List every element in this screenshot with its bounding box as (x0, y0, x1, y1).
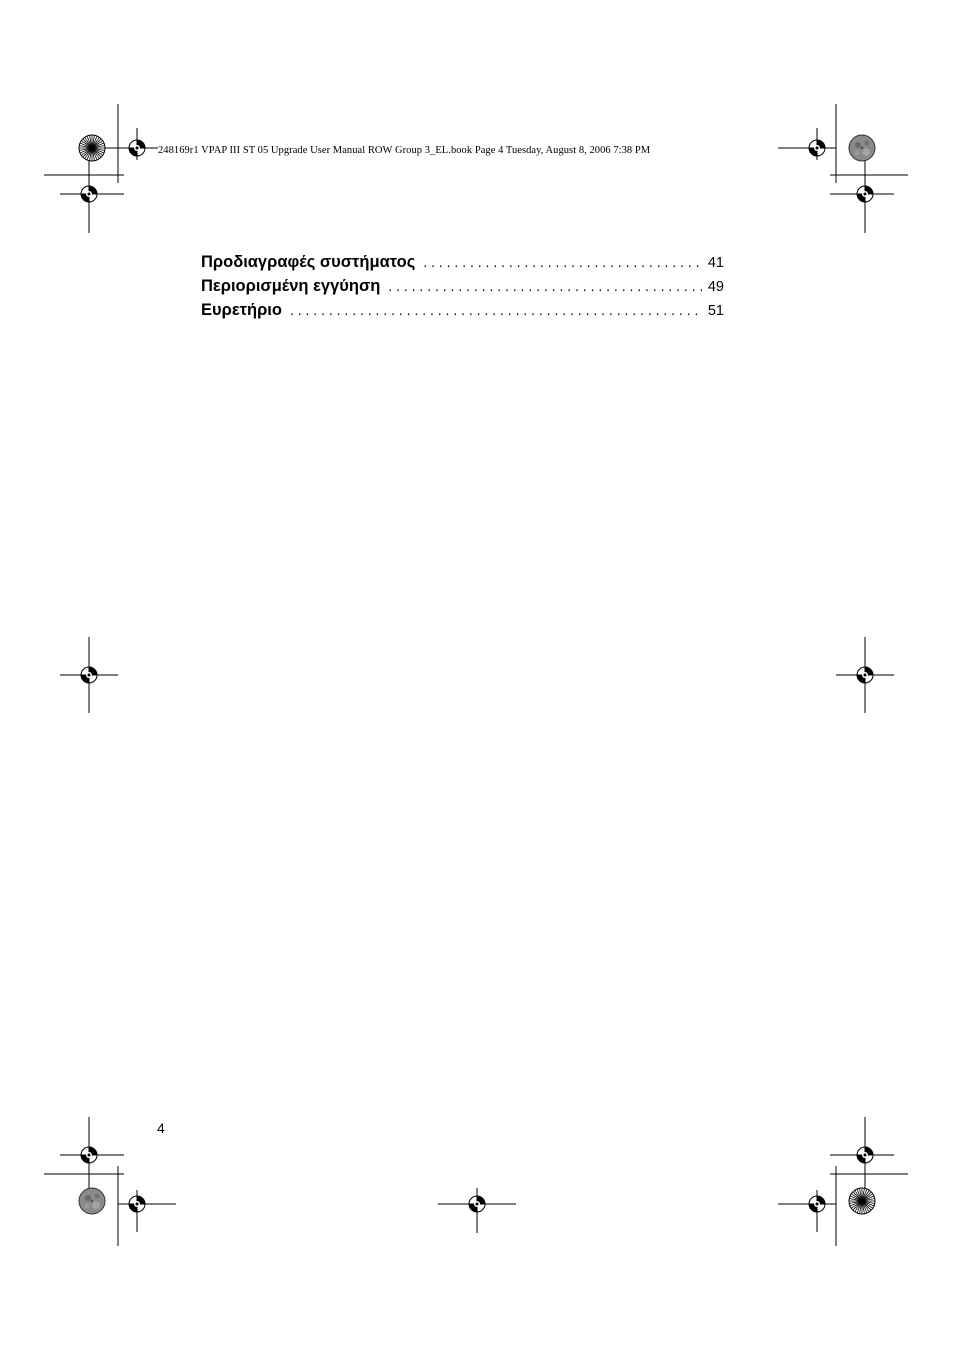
toc-entry[interactable] (201, 277, 724, 301)
toc-dot-leader (290, 302, 702, 318)
toc-entry-page: 49 (707, 279, 724, 295)
toc-entry-title: Περιορισμένη εγγύηση (201, 277, 381, 295)
toc-entry-title: Προδιαγραφές συστήματος (201, 253, 416, 271)
table-of-contents (201, 253, 724, 325)
toc-entry-title: Ευρετήριο (201, 301, 282, 319)
book-slug-header: 248169r1 VPAP III ST 05 Upgrade User Manual ROW Group 3_EL.book Page 4 Tuesday, August 8, 2006 7:38 PM (158, 145, 651, 156)
toc-dot-leader (388, 278, 702, 294)
toc-entry[interactable] (201, 301, 724, 325)
page-number: 4 (157, 1120, 165, 1136)
toc-entry[interactable] (201, 253, 724, 277)
toc-entry-page: 51 (707, 303, 724, 319)
toc-dot-leader (423, 254, 702, 270)
toc-entry-page: 41 (707, 255, 724, 271)
